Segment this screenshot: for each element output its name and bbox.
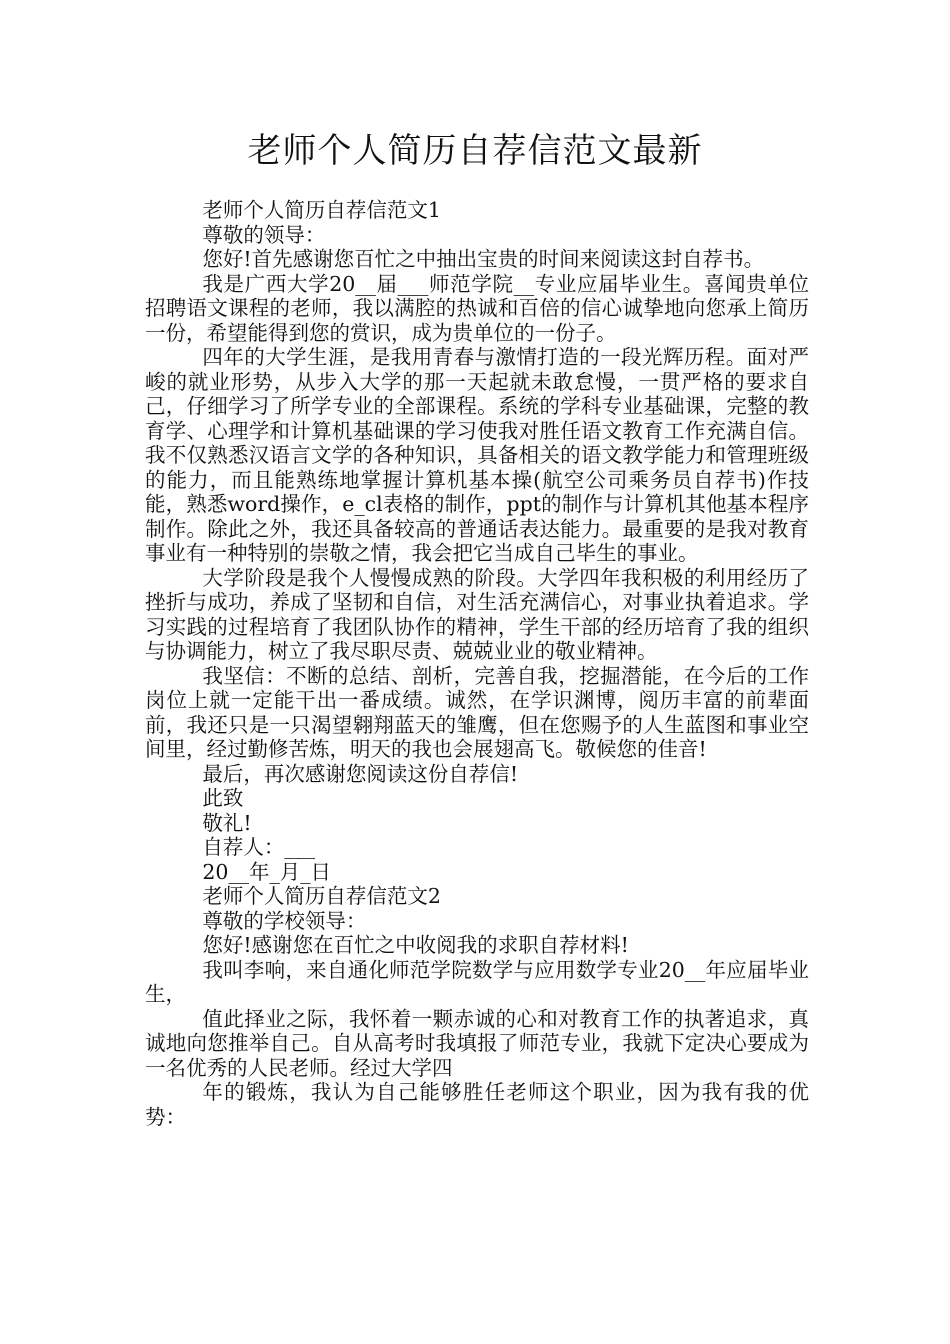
closing-thanks: 最后，再次感谢您阅读这份自荐信! xyxy=(202,761,519,786)
education-paragraph: 四年的大学生涯，是我用青春与激情打造的一段光辉历程。面对严峻的就业形势，从步入大学的那一天起就未敢怠慢，一贯严格的要求自己，仔细学习了所学专业的全部课程。系统的学科专业基础课，完整的教育学、心理学和计算机基础课的学习使我对胜任语文教育工作充满自信。我不仅熟悉汉语言文学的各种知识，具备相关的语文教学能力和管理班级的能力，而且能熟练地掌握计算机基本操(航空公司乘务员自荐书)作技能，熟悉word操作，e_cl表格的制作，ppt的制作与计算机其他基本程序制作。除此之外，我还具备较高的普通话表达能力。最重要的是我对教育事业有一种特别的崇敬之情，我会把它当成自己毕生的事业。 xyxy=(145,345,809,565)
intro-paragraph: 我是广西大学20__届___师范学院__专业应届毕业生。喜闻贵单位招聘语文课程的老师，我以满腔的热诚和百倍的信心诚挚地向您承上简历一份，希望能得到您的赏识，成为贵单位的一份子。 xyxy=(145,271,809,345)
growth-paragraph: 大学阶段是我个人慢慢成熟的阶段。大学四年我积极的利用经历了挫折与成功，养成了坚韧和自信，对生活充满信心，对事业执着追求。学习实践的过程培育了我团队协作的精神，学生干部的经历培育了我的组织与协调能力，树立了我尽职尽责、兢兢业业的敬业精神。 xyxy=(145,565,809,663)
document-title: 老师个人简历自荐信范文最新 xyxy=(247,131,703,171)
career-choice-paragraph: 值此择业之际，我怀着一颗赤诚的心和对教育工作的执著追求，真诚地向您推举自己。自从高考时我填报了师范专业，我就下定决心要成为一名优秀的人民老师。经过大学四 xyxy=(145,1006,809,1080)
greeting-paragraph-2: 您好!感谢您在百忙之中收阅我的求职自荐材料! xyxy=(202,933,629,957)
belief-paragraph: 我坚信：不断的总结、剖析，完善自我，挖掘潜能，在今后的工作岗位上就一定能干出一番成绩。诚然，在学识渊博，阅历丰富的前辈面前，我还只是一只渴望翱翔蓝天的雏鹰，但在您赐予的人生蓝图和事业空间里，经过勤修苦炼，明天的我也会展翅高飞。敬候您的佳音! xyxy=(145,663,809,761)
salutation-2: 尊敬的学校领导： xyxy=(202,908,367,933)
section-heading-1: 老师个人简历自荐信范文1 xyxy=(202,198,441,222)
signature-line: 自荐人：___ xyxy=(202,835,316,859)
greeting-paragraph: 您好!首先感谢您百忙之中抽出宝贵的时间来阅读这封自荐书。 xyxy=(202,247,765,271)
self-intro-paragraph: 我叫李响，来自通化师范学院数学与应用数学专业20__年应届毕业生， xyxy=(145,957,809,1006)
document-body xyxy=(145,198,809,1129)
section-heading-2: 老师个人简历自荐信范文2 xyxy=(202,884,441,908)
closing-jingli: 敬礼! xyxy=(202,810,252,835)
closing-cizhi: 此致 xyxy=(202,786,244,810)
salutation-1: 尊敬的领导： xyxy=(202,222,326,247)
date-line: 20__年_月_日 xyxy=(202,859,331,884)
advantages-paragraph: 年的锻炼，我认为自己能够胜任老师这个职业，因为我有我的优势： xyxy=(145,1080,809,1129)
